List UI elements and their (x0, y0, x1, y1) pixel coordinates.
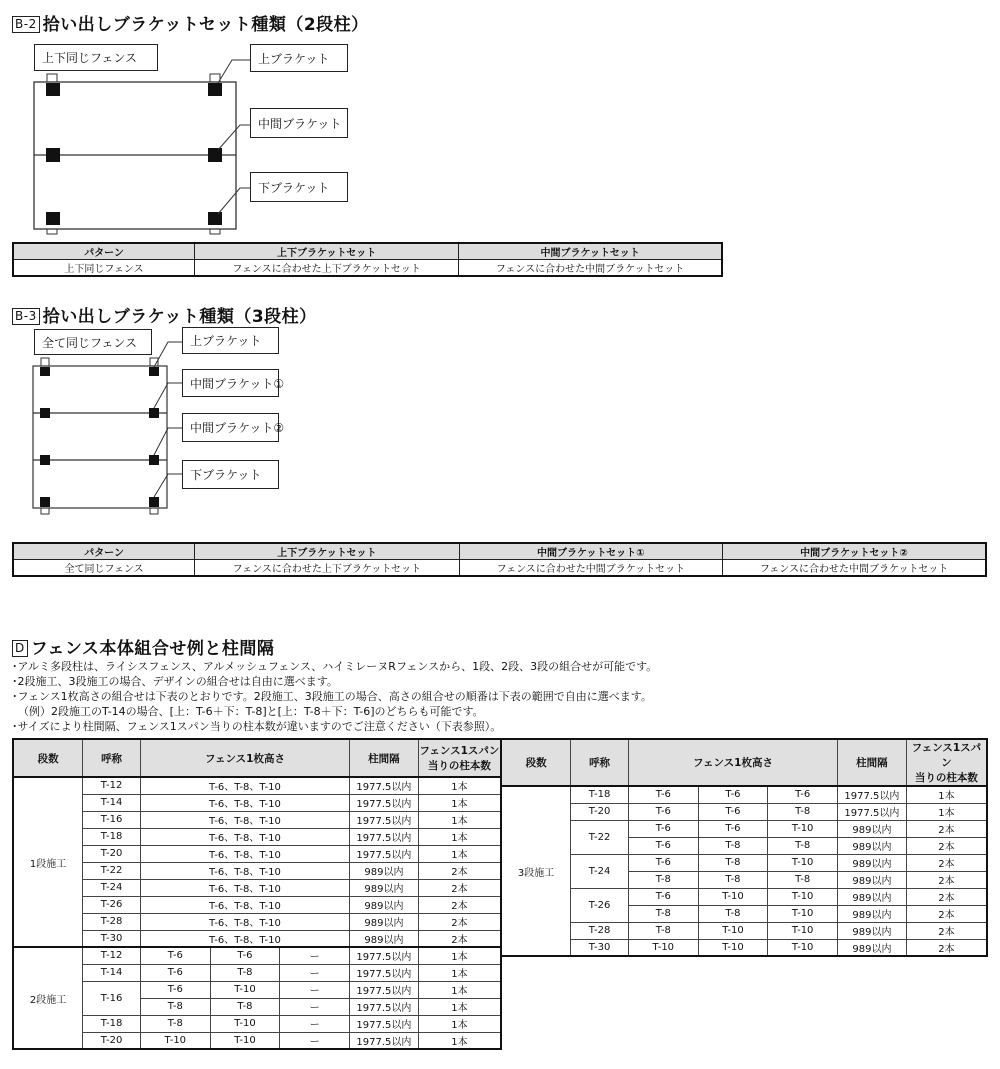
b3-cell-updown: フェンスに合わせた上下ブラケットセット (195, 560, 459, 577)
height-cell: T-10 (210, 1015, 280, 1032)
height-cell: T-6 (698, 786, 768, 803)
name-cell: T-16 (83, 811, 141, 828)
table-row (13, 947, 501, 964)
table-row (13, 845, 501, 862)
interval-cell: 989以内 (350, 879, 419, 896)
count-cell: 1本 (906, 803, 987, 820)
b2-label-mid-bracket: 中間ブラケット (250, 108, 348, 138)
interval-cell: 1977.5以内 (350, 845, 419, 862)
name-cell: T-30 (571, 939, 629, 956)
d-note-4: （例）2段施工のT-14の場合、[上：T-6＋下：T-8]と[上：T-8＋下：T-6]のどちらも可能です。 (18, 705, 484, 718)
name-cell: T-14 (83, 794, 141, 811)
count-cell: 1本 (418, 794, 501, 811)
count-cell: 2本 (418, 862, 501, 879)
d-left-header (13, 739, 501, 777)
name-cell: T-24 (571, 854, 629, 888)
interval-cell: 1977.5以内 (350, 1032, 419, 1049)
table-row (13, 964, 501, 981)
d-left-header-interval: 柱間隔 (350, 739, 419, 777)
d-right-header-dansu: 段数 (501, 739, 571, 786)
height-cell: T-10 (210, 1032, 280, 1049)
height-cell: T-6 (628, 888, 698, 905)
height-cell: T-10 (768, 905, 838, 922)
b2-header-pattern: パターン (13, 243, 194, 260)
b3-fence-label: 全て同じフェンス (34, 329, 152, 355)
name-cell: T-18 (83, 828, 141, 845)
b2-bracket-mid-left (46, 148, 60, 162)
name-cell: T-24 (83, 879, 141, 896)
count-cell: 2本 (906, 905, 987, 922)
b3-label-top-bracket: 上ブラケット (182, 327, 279, 354)
height-cell: T-6 (628, 837, 698, 854)
height-cell: T-6、T-8、T-10 (140, 794, 349, 811)
d-right-header-height: フェンス1枚高さ (628, 739, 837, 786)
height-cell: T-8 (768, 837, 838, 854)
height-cell: T-10 (698, 888, 768, 905)
b2-bracket-top-right (208, 83, 222, 96)
interval-cell: 1977.5以内 (838, 786, 907, 803)
name-cell: T-16 (83, 981, 141, 1015)
height-cell: T-10 (140, 1032, 210, 1049)
b3-bracket-mid1-left (40, 408, 50, 418)
d-note-2: ･2段施工、3段施工の場合、デザインの組合せは自由に選べます。 (12, 675, 338, 688)
name-cell: T-22 (571, 820, 629, 854)
b3-header-updown: 上下ブラケットセット (195, 543, 459, 560)
interval-cell: 989以内 (350, 930, 419, 947)
b2-cell-updown: フェンスに合わせた上下ブラケットセット (194, 260, 458, 277)
count-cell: 1本 (418, 998, 501, 1015)
b3-cell-pattern: 全て同じフェンス (13, 560, 195, 577)
b2-bracket-top-left (46, 83, 60, 96)
name-cell: T-20 (83, 1032, 141, 1049)
b2-table-header (13, 243, 722, 260)
interval-cell: 989以内 (838, 905, 907, 922)
interval-cell: 989以内 (838, 939, 907, 956)
b3-label-mid2-bracket: 中間ブラケット② (182, 413, 279, 442)
count-cell: 2本 (906, 939, 987, 956)
interval-cell: 1977.5以内 (838, 803, 907, 820)
b2-bracket-bottom-right (208, 212, 222, 225)
d-three-stage-rows (501, 786, 987, 956)
b3-bracket-bottom-right (149, 497, 159, 507)
height-cell: T-8 (698, 837, 768, 854)
table-row (13, 981, 501, 998)
count-cell: 2本 (418, 879, 501, 896)
height-cell: T-6、T-8、T-10 (140, 777, 349, 794)
table-row (13, 560, 986, 577)
table-row (13, 862, 501, 879)
b3-code: B-3 (12, 308, 40, 325)
b2-cell-middle: フェンスに合わせた中間ブラケットセット (459, 260, 722, 277)
height-cell: ー (280, 1032, 350, 1049)
interval-cell: 989以内 (350, 862, 419, 879)
count-cell: 2本 (418, 930, 501, 947)
interval-cell: 989以内 (838, 837, 907, 854)
table-row (13, 879, 501, 896)
height-cell: T-6 (628, 820, 698, 837)
height-cell: T-6、T-8、T-10 (140, 862, 349, 879)
height-cell: T-6、T-8、T-10 (140, 930, 349, 947)
count-cell: 2本 (418, 896, 501, 913)
b3-cell-middle1: フェンスに合わせた中間ブラケットセット (459, 560, 722, 577)
height-cell: T-10 (768, 922, 838, 939)
d-right-header-interval: 柱間隔 (838, 739, 907, 786)
count-cell: 1本 (418, 981, 501, 998)
b3-label-mid1-bracket: 中間ブラケット① (182, 369, 279, 397)
name-cell: T-20 (83, 845, 141, 862)
name-cell: T-30 (83, 930, 141, 947)
b3-header-pattern: パターン (13, 543, 195, 560)
height-cell: T-8 (210, 998, 280, 1015)
d-left-header-count-1: フェンス1スパン (419, 745, 500, 757)
b2-header-middle: 中間ブラケットセット (459, 243, 722, 260)
d-left-header-count-2: 当りの柱本数 (427, 760, 491, 772)
count-cell: 1本 (418, 845, 501, 862)
count-cell: 1本 (418, 777, 501, 794)
height-cell: T-6、T-8、T-10 (140, 896, 349, 913)
table-row (501, 854, 987, 871)
height-cell: T-6 (140, 947, 210, 964)
count-cell: 2本 (906, 871, 987, 888)
height-cell: T-10 (768, 854, 838, 871)
b3-bracket-bottom-left (40, 497, 50, 507)
table-row (501, 888, 987, 905)
interval-cell: 989以内 (838, 871, 907, 888)
b2-bracket-bottom-left (46, 212, 60, 225)
table-row (13, 913, 501, 930)
name-cell: T-18 (83, 1015, 141, 1032)
b3-bracket-mid2-right (149, 455, 159, 465)
stage-label-cell: 1段施工 (13, 777, 83, 947)
height-cell: ー (280, 981, 350, 998)
count-cell: 2本 (906, 854, 987, 871)
b2-cell-pattern: 上下同じフェンス (13, 260, 194, 277)
interval-cell: 1977.5以内 (350, 811, 419, 828)
height-cell: T-10 (768, 939, 838, 956)
table-row (501, 803, 987, 820)
height-cell: ー (280, 1015, 350, 1032)
height-cell: ー (280, 947, 350, 964)
name-cell: T-26 (571, 888, 629, 922)
height-cell: T-8 (140, 998, 210, 1015)
height-cell: ー (280, 998, 350, 1015)
table-row (13, 260, 722, 277)
table-row (501, 786, 987, 803)
interval-cell: 1977.5以内 (350, 1015, 419, 1032)
count-cell: 2本 (906, 837, 987, 854)
d-left-header-height: フェンス1枚高さ (140, 739, 349, 777)
height-cell: T-8 (768, 803, 838, 820)
height-cell: T-8 (698, 854, 768, 871)
b2-leader-top (218, 60, 250, 83)
height-cell: T-8 (628, 871, 698, 888)
d-note-3: ･フェンス1枚高さの組合せは下表のとおりです。2段施工、3段施工の場合、高さの組合せの順番は下表の範囲で自由に選べます。 (12, 690, 652, 703)
b3-bracket-mid1-right (149, 408, 159, 418)
count-cell: 1本 (418, 964, 501, 981)
height-cell: T-10 (768, 820, 838, 837)
height-cell: T-6、T-8、T-10 (140, 845, 349, 862)
b2-fence-label: 上下同じフェンス (34, 44, 158, 71)
interval-cell: 989以内 (838, 922, 907, 939)
count-cell: 2本 (906, 922, 987, 939)
b3-header-middle2: 中間ブラケットセット② (723, 543, 986, 560)
d-left-header-name: 呼称 (83, 739, 141, 777)
interval-cell: 989以内 (350, 896, 419, 913)
b2-code: B-2 (12, 16, 40, 33)
count-cell: 1本 (418, 811, 501, 828)
height-cell: ー (280, 964, 350, 981)
stage-label-cell: 2段施工 (13, 947, 83, 1049)
count-cell: 1本 (906, 786, 987, 803)
interval-cell: 989以内 (838, 854, 907, 871)
b2-title-text: 拾い出しブラケットセット種類（2段柱） (42, 15, 369, 35)
b3-bracket-top-left (40, 367, 50, 376)
interval-cell: 1977.5以内 (350, 947, 419, 964)
height-cell: T-6 (140, 981, 210, 998)
count-cell: 2本 (906, 820, 987, 837)
b3-header-middle1: 中間ブラケットセット① (459, 543, 722, 560)
height-cell: T-6 (698, 820, 768, 837)
b3-table (12, 542, 987, 577)
height-cell: T-6 (628, 854, 698, 871)
d-right-header-count (906, 739, 987, 786)
interval-cell: 1977.5以内 (350, 777, 419, 794)
name-cell: T-12 (83, 947, 141, 964)
name-cell: T-28 (571, 922, 629, 939)
height-cell: T-6 (768, 786, 838, 803)
interval-cell: 989以内 (838, 820, 907, 837)
table-row (13, 896, 501, 913)
name-cell: T-26 (83, 896, 141, 913)
b2-label-bottom-bracket: 下ブラケット (250, 172, 348, 202)
b2-header-updown: 上下ブラケットセット (194, 243, 458, 260)
table-row (13, 794, 501, 811)
table-row (13, 811, 501, 828)
d-two-stage-rows (13, 947, 501, 1049)
height-cell: T-10 (768, 888, 838, 905)
d-table-right (500, 738, 988, 957)
height-cell: T-8 (210, 964, 280, 981)
d-title (12, 634, 274, 659)
b3-fence-frame (33, 366, 167, 508)
count-cell: 1本 (418, 947, 501, 964)
d-left-header-count (418, 739, 501, 777)
d-right-header-count-2: 当りの柱本数 (914, 772, 978, 784)
name-cell: T-14 (83, 964, 141, 981)
height-cell: T-10 (698, 922, 768, 939)
d-note-1: ･アルミ多段柱は、ライシスフェンス、アルメッシュフェンス、ハイミレーヌRフェンスから、1段、2段、3段の組合せが可能です。 (12, 660, 658, 673)
name-cell: T-28 (83, 913, 141, 930)
height-cell: T-8 (628, 905, 698, 922)
table-row (13, 1032, 501, 1049)
d-right-header (501, 739, 987, 786)
height-cell: T-6 (698, 803, 768, 820)
height-cell: T-6 (628, 786, 698, 803)
d-table-left (12, 738, 502, 1050)
table-row (501, 820, 987, 837)
b2-label-top-bracket: 上ブラケット (250, 44, 348, 72)
interval-cell: 1977.5以内 (350, 794, 419, 811)
interval-cell: 1977.5以内 (350, 998, 419, 1015)
name-cell: T-20 (571, 803, 629, 820)
d-one-stage-rows (13, 777, 501, 947)
count-cell: 1本 (418, 828, 501, 845)
height-cell: T-6 (140, 964, 210, 981)
height-cell: T-6 (210, 947, 280, 964)
b3-cell-middle2: フェンスに合わせた中間ブラケットセット (723, 560, 986, 577)
table-row (501, 939, 987, 956)
count-cell: 1本 (418, 1015, 501, 1032)
d-code: D (12, 640, 28, 657)
d-right-header-name: 呼称 (571, 739, 629, 786)
interval-cell: 1977.5以内 (350, 964, 419, 981)
height-cell: T-10 (698, 939, 768, 956)
b3-bracket-mid2-left (40, 455, 50, 465)
b3-title-text: 拾い出しブラケット種類（3段柱） (42, 307, 317, 327)
name-cell: T-18 (571, 786, 629, 803)
d-left-header-dansu: 段数 (13, 739, 83, 777)
table-row (13, 1015, 501, 1032)
height-cell: T-6、T-8、T-10 (140, 879, 349, 896)
table-row (501, 922, 987, 939)
count-cell: 2本 (906, 888, 987, 905)
table-row (13, 777, 501, 794)
interval-cell: 989以内 (350, 913, 419, 930)
stage-label-cell: 3段施工 (501, 786, 571, 956)
height-cell: T-10 (628, 939, 698, 956)
table-row (13, 930, 501, 947)
name-cell: T-12 (83, 777, 141, 794)
b3-label-bottom-bracket: 下ブラケット (182, 460, 279, 489)
b3-table-header (13, 543, 986, 560)
name-cell: T-22 (83, 862, 141, 879)
count-cell: 2本 (418, 913, 501, 930)
d-right-header-count-1: フェンス1スパン (911, 742, 982, 769)
height-cell: T-6、T-8、T-10 (140, 811, 349, 828)
height-cell: T-8 (140, 1015, 210, 1032)
d-title-text: フェンス本体組合せ例と柱間隔 (30, 639, 275, 659)
count-cell: 1本 (418, 1032, 501, 1049)
height-cell: T-10 (210, 981, 280, 998)
interval-cell: 1977.5以内 (350, 981, 419, 998)
d-note-5: ･サイズにより柱間隔、フェンス1スパン当りの柱本数が違いますのでご注意ください（下表参照）。 (12, 720, 502, 733)
interval-cell: 989以内 (838, 888, 907, 905)
height-cell: T-8 (768, 871, 838, 888)
height-cell: T-6 (628, 803, 698, 820)
b3-bracket-top-right (149, 367, 159, 376)
b2-bracket-mid-right (208, 148, 222, 162)
height-cell: T-6、T-8、T-10 (140, 913, 349, 930)
height-cell: T-8 (698, 905, 768, 922)
height-cell: T-6、T-8、T-10 (140, 828, 349, 845)
table-row (13, 828, 501, 845)
b2-table (12, 242, 723, 277)
height-cell: T-8 (698, 871, 768, 888)
interval-cell: 1977.5以内 (350, 828, 419, 845)
height-cell: T-8 (628, 922, 698, 939)
